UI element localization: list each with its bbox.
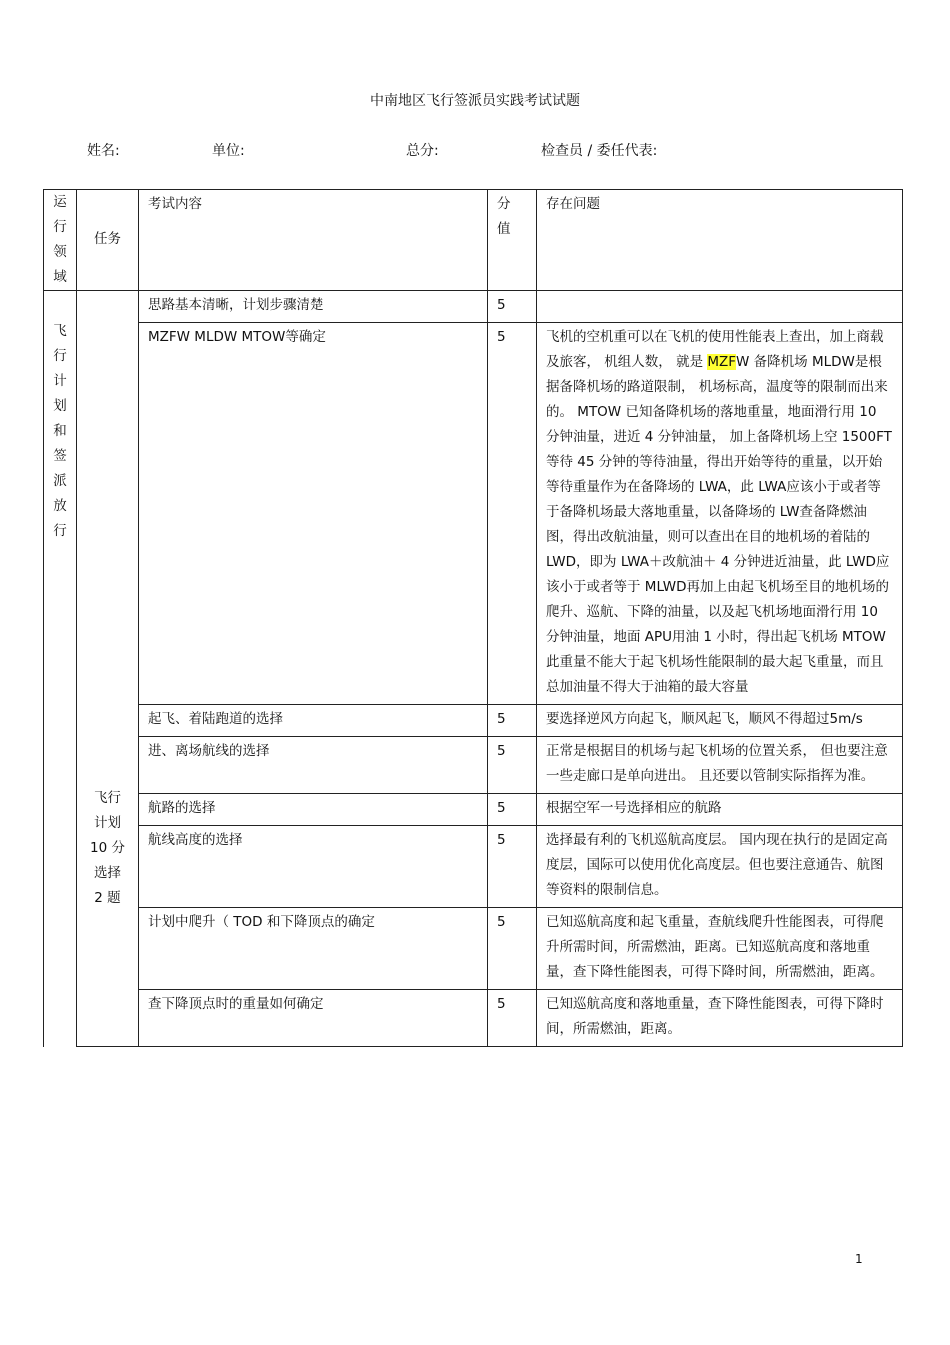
table-row [44,794,903,826]
issues-cell: 选择最有利的飞机巡航高度层。 国内现在执行的是固定高度层，国际可以使用优化高度层。但也要注意通告、航图等资料的限制信息。 [537,826,903,908]
table-row [44,826,903,908]
table-row [44,737,903,794]
table-row [44,291,903,323]
table-row [44,705,903,737]
score-cell: 5 [488,323,537,705]
exam-content-cell: 查下降顶点时的重量如何确定 [139,990,488,1047]
exam-content-cell: 思路基本清晰，计划步骤清楚 [139,291,488,323]
issues-cell: 正常是根据目的机场与起飞机场的位置关系， 但也要注意一些走廊口是单向进出。 且还要以管制实际指挥为准。 [537,737,903,794]
exam-content-cell: 进、离场航线的选择 [139,737,488,794]
exam-content-cell: MZFW MLDW MTOW等确定 [139,323,488,705]
document-title: 中南地区飞行签派员实践考试试题 [370,93,580,109]
issues-cell: 飞机的空机重可以在飞机的使用性能表上查出，加上商载及旅客， 机组人数， 就是 MZFW 备降机场 MLDW是根据备降机场的路道限制， 机场标高，温度等的限制而出来的。 MTOW 已知备降机场的落地重量，地面滑行用 10 分钟油量，进近 4 分钟油量， 加上备降机场上空 1500FT 等待 45 分钟的等待油量，得出开始等待的重量，以开始等待重量作为在备降场的 LWA，此 LWA应该小于或者等于备降机场最大落地重量，以备降场的 LW查备降燃油图，得出改航油量，则可以查出在目的地机场的着陆的 LWD，即为 LWA＋改航油＋ 4 分钟进近油量，此 LWD应该小于或者等于 MLWD再加上由起飞机场至目的地机场的爬升、巡航、下降的油量，以及起飞机场地面滑行用 10 分钟油量，地面 APU用油 1 小时，得出起飞机场 MTOW此重量不能大于起飞机场性能限制的最大起飞重量，而且总加油量不得大于油箱的最大容量 [537,323,903,705]
score-cell: 5 [488,291,537,323]
issues-cell [537,291,903,323]
header-operation-area: 运 行 领 域 [44,190,77,291]
issues-cell: 已知巡航高度和落地重量，查下降性能图表，可得下降时间，所需燃油，距离。 [537,990,903,1047]
score-cell: 5 [488,990,537,1047]
task-cell: 飞行 计划 10 分 选择 2 题 [77,291,139,1047]
header-score: 分 值 [488,190,537,291]
issues-cell: 已知巡航高度和起飞重量，查航线爬升性能图表，可得爬升所需时间，所需燃油，距离。已知巡航高度和落地重量，查下降性能图表，可得下降时间，所需燃油，距离。 [537,908,903,990]
highlighted-text: MZF [707,354,737,370]
operation-area-cell: 飞 行 计 划 和 签 派 放 行 [44,291,77,1047]
exam-content-cell: 航线高度的选择 [139,826,488,908]
score-cell: 5 [488,705,537,737]
unit-field-label: 单位: [212,143,245,159]
header-exam-content: 考试内容 [139,190,488,291]
table-row [44,990,903,1047]
name-field-label: 姓名: [87,143,120,159]
total-score-field-label: 总分: [406,143,439,159]
exam-content-cell: 航路的选择 [139,794,488,826]
table-row [44,323,903,705]
table-header-row [44,190,903,291]
score-cell: 5 [488,794,537,826]
score-cell: 5 [488,737,537,794]
issues-cell: 根据空军一号选择相应的航路 [537,794,903,826]
exam-content-cell: 计划中爬升（ TOD 和下降顶点的确定 [139,908,488,990]
inspector-field-label: 检查员 / 委任代表: [541,143,658,159]
header-issues: 存在问题 [537,190,903,291]
table-row [44,908,903,990]
page-number: 1 [855,1252,863,1266]
score-cell: 5 [488,908,537,990]
exam-table [43,189,903,1047]
header-task: 任务 [77,190,139,291]
score-cell: 5 [488,826,537,908]
issues-cell: 要选择逆风方向起飞，顺风起飞，顺风不得超过5m/s [537,705,903,737]
exam-content-cell: 起飞、着陆跑道的选择 [139,705,488,737]
